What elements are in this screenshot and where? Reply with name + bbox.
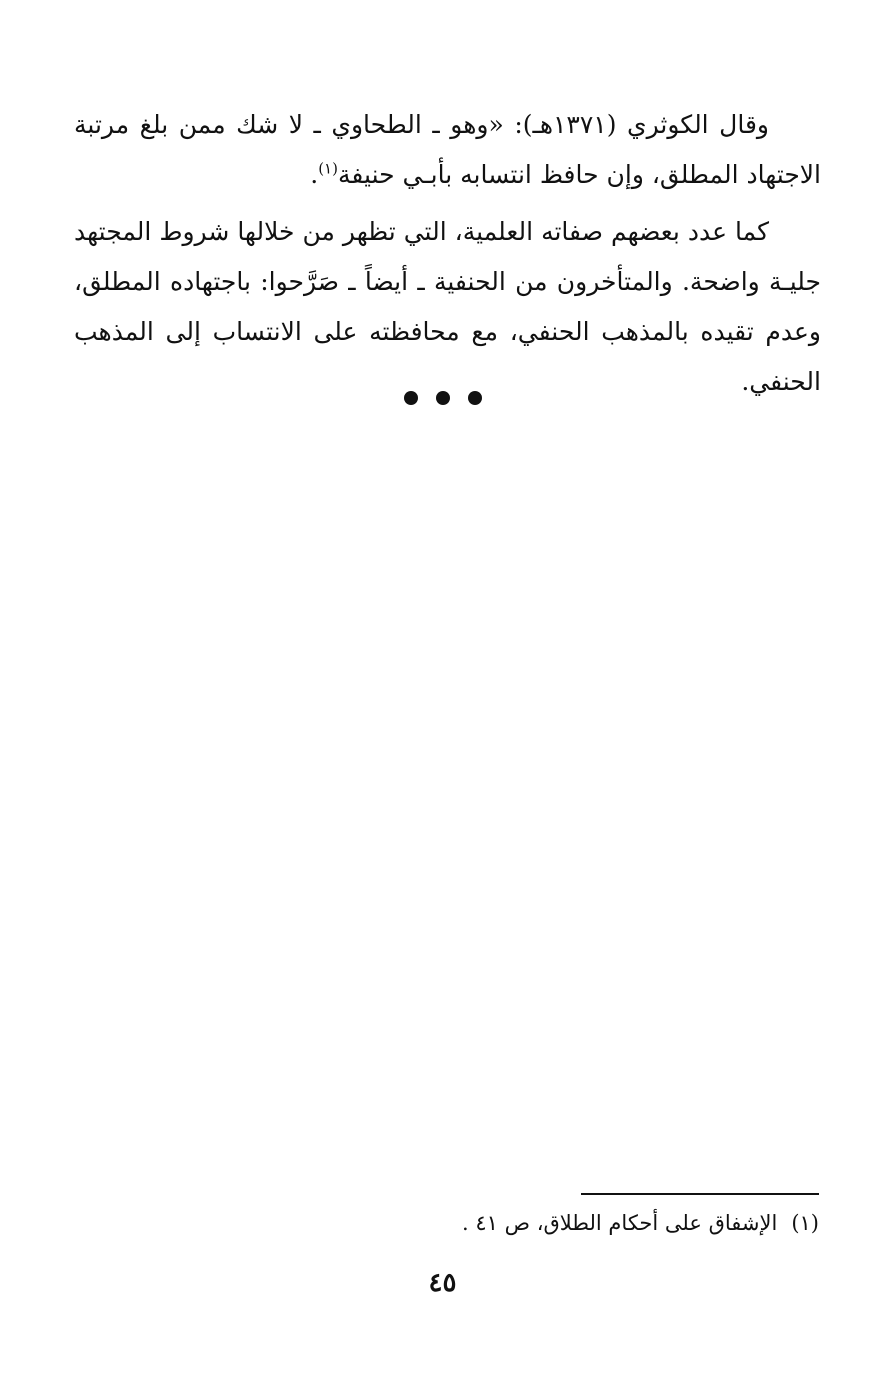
paragraph-kawthari-quote [74,100,821,200]
page-number: ٤٥ [428,1268,457,1298]
paragraph-ending: . [310,160,319,189]
separator-dot [468,391,482,405]
separator-dot [436,391,450,405]
footnote-reference[interactable]: (١) [318,159,338,178]
paragraph-scholarly-attributes [74,207,821,407]
footnote-divider [581,1193,819,1195]
body-text [74,100,821,414]
footnote [74,1204,819,1242]
section-separator [0,390,885,409]
paragraph-text: كما عدد بعضهم صفاته العلمية، التي تظهر من خلالها شروط المجتهد جليـة واضحة. والمتأخرون من الحنفية ـ أيضاً ـ صَرَّحوا: باجتهاده المطلق، وعدم تقيده بالمذهب الحنفي، مع محافظته على الانتساب إلى المذهب الحنفي. [74,217,821,396]
footnote-marker: (١) [791,1211,819,1235]
paragraph-text: وقال الكوثري (١٣٧١هـ): «وهو ـ الطحاوي ـ لا شك ممن بلغ مرتبة الاجتهاد المطلق، وإن حافظ انتسابه بأبـي حنيفة [74,110,821,189]
separator-dot [404,391,418,405]
footnote-text: الإشفاق على أحكام الطلاق، ص ٤١ . [462,1211,778,1235]
